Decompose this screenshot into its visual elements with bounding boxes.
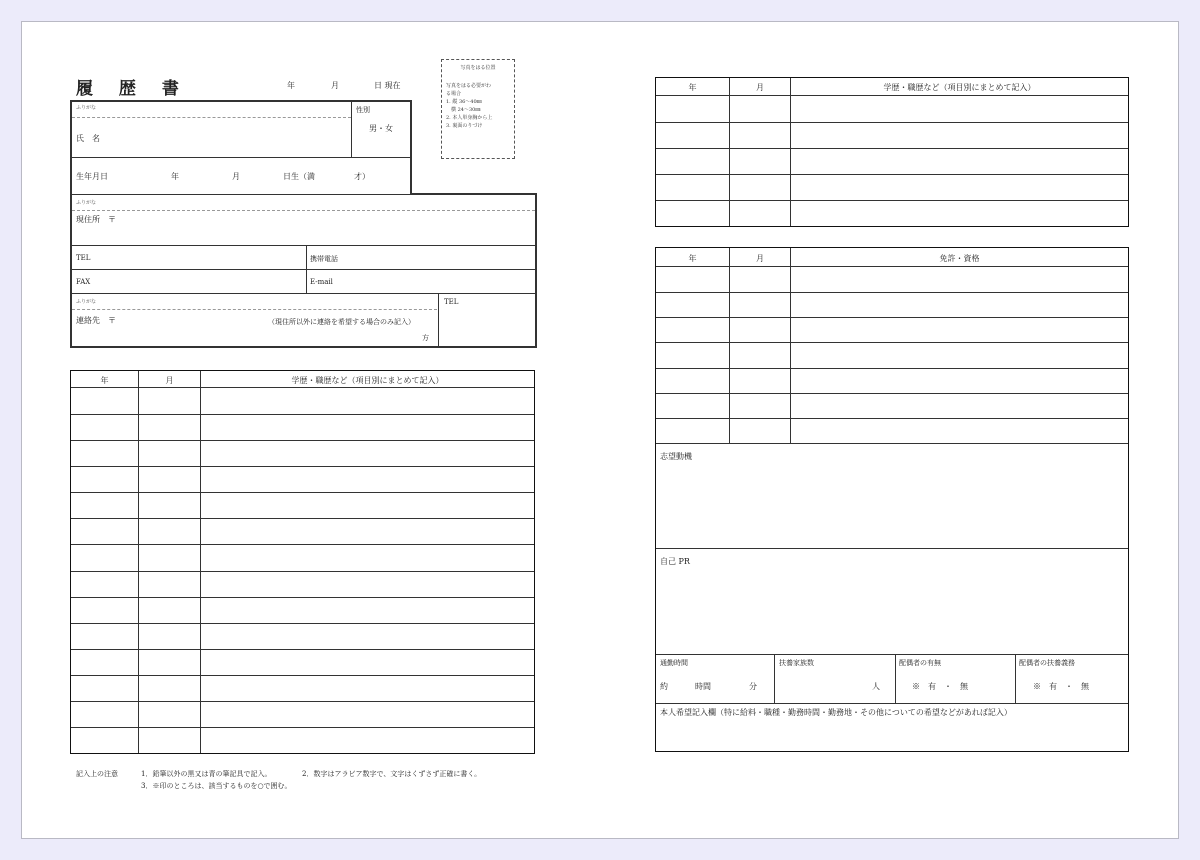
spouse-support-value[interactable]: ※ 有 ・ 無 <box>1033 682 1089 691</box>
table-row[interactable] <box>71 624 534 648</box>
email-field[interactable] <box>350 272 530 291</box>
table-row[interactable] <box>71 467 534 491</box>
table-row[interactable] <box>656 394 1128 417</box>
table-row[interactable] <box>656 318 1128 341</box>
contact-furigana-label: ふりがな <box>76 299 97 305</box>
licenses-col-content: 免許・資格 <box>939 254 980 263</box>
table-row[interactable] <box>71 493 534 517</box>
date-day-label: 日 現在 <box>374 81 401 90</box>
tel-label: TEL <box>76 254 91 262</box>
photo-line: 1. 縦 36～40㎜ <box>446 99 482 105</box>
page-title: 履 歴 書 <box>76 79 189 99</box>
spouse-support-label: 配偶者の扶養義務 <box>1019 659 1075 667</box>
table-row[interactable] <box>71 415 534 439</box>
date-month-label: 月 <box>331 81 339 90</box>
contact-suffix: 方 <box>422 334 429 342</box>
current-address-field[interactable] <box>130 212 530 242</box>
table-row[interactable] <box>656 293 1128 316</box>
date-year-label: 年 <box>287 81 295 90</box>
dependents-label: 扶養家族数 <box>779 659 814 667</box>
fax-label: FAX <box>76 278 91 286</box>
photo-line: 2. 本人単身胸から上 <box>446 115 493 121</box>
self-pr-label: 自己 PR <box>660 557 690 566</box>
licenses-col-month: 月 <box>756 254 764 263</box>
table-row[interactable] <box>656 343 1128 366</box>
spouse-value[interactable]: ※ 有 ・ 無 <box>912 682 968 691</box>
table-row[interactable] <box>656 419 1128 442</box>
history-right-col-content: 学歴・職歴など（項目別にまとめて記入） <box>883 83 1036 92</box>
self-pr-field[interactable] <box>660 569 1124 649</box>
photo-title: 写真をはる位置 <box>460 65 496 71</box>
table-row[interactable] <box>656 123 1128 147</box>
name-field[interactable] <box>100 120 345 154</box>
dependents-unit: 人 <box>872 682 880 691</box>
spouse-label: 配偶者の有無 <box>899 659 941 667</box>
birth-age-label: 才） <box>354 172 370 181</box>
mobile-field[interactable] <box>350 248 530 267</box>
notes-label: 記入上の注意 <box>76 770 118 778</box>
table-row[interactable] <box>656 201 1128 225</box>
commute-minutes: 分 <box>749 682 757 691</box>
contact-tel-label: TEL <box>444 298 459 306</box>
gender-value[interactable]: 男・女 <box>369 124 393 133</box>
table-row[interactable] <box>71 598 534 622</box>
current-address-label: 現住所 〒 <box>76 215 116 224</box>
address-furigana-label: ふりがな <box>76 200 97 206</box>
licenses-col-year: 年 <box>688 254 697 263</box>
commute-hours: 時間 <box>695 682 711 691</box>
history-right-col-year: 年 <box>688 83 697 92</box>
birth-year-label: 年 <box>171 172 179 181</box>
photo-line: 3. 裏面のりづけ <box>446 123 483 129</box>
table-row[interactable] <box>71 728 534 752</box>
table-row[interactable] <box>71 519 534 543</box>
history-left-col-year: 年 <box>100 376 109 385</box>
request-label: 本人希望記入欄（特に給料・職種・勤務時間・勤務地・その他についての希望などがあれば記入） <box>660 708 1012 717</box>
name-furigana-label: ふりがな <box>76 105 97 111</box>
note-3: 3．※印のところは、該当するものを○で囲む。 <box>141 782 292 790</box>
note-1: 1．鉛筆以外の黒又は青の筆記具で記入。 <box>141 770 272 778</box>
request-field[interactable] <box>660 720 1124 748</box>
note-2: 2．数字はアラビア数字で、文字はくずさず正確に書く。 <box>302 770 482 778</box>
fax-field[interactable] <box>110 272 300 291</box>
name-label: 氏 名 <box>76 134 100 143</box>
photo-line: 横 24～30㎜ <box>446 107 481 113</box>
table-row[interactable] <box>656 175 1128 199</box>
table-row[interactable] <box>71 389 534 413</box>
table-row[interactable] <box>71 441 534 465</box>
motivation-label: 志望動機 <box>660 452 692 461</box>
photo-line: 写真をはる必要がわ <box>446 83 492 89</box>
table-row[interactable] <box>71 572 534 596</box>
commute-label: 通勤時間 <box>660 659 688 667</box>
motivation-field[interactable] <box>660 464 1124 544</box>
table-row[interactable] <box>71 702 534 726</box>
table-row[interactable] <box>71 545 534 569</box>
history-left-col-month: 月 <box>165 376 174 385</box>
gender-label: 性別 <box>356 106 370 114</box>
contact-address-label: 連絡先 〒 <box>76 316 116 325</box>
photo-line: る場合 <box>446 91 462 97</box>
birth-label: 生年月日 <box>76 172 108 181</box>
tel-field[interactable] <box>110 248 300 267</box>
email-label: E-mail <box>310 278 333 286</box>
photo-placeholder <box>441 59 515 159</box>
history-left-col-content: 学歴・職歴など（項目別にまとめて記入） <box>291 376 444 385</box>
history-right-col-month: 月 <box>756 83 764 92</box>
birth-month-label: 月 <box>232 172 240 181</box>
table-row[interactable] <box>656 369 1128 392</box>
table-row[interactable] <box>656 149 1128 173</box>
table-row[interactable] <box>71 676 534 700</box>
contact-note: （現住所以外に連絡を希望する場合のみ記入） <box>268 318 415 326</box>
mobile-label: 携帯電話 <box>310 255 338 263</box>
birth-day-label: 日生（満 <box>283 172 315 181</box>
commute-prefix: 約 <box>660 682 668 691</box>
table-row[interactable] <box>656 268 1128 291</box>
table-row[interactable] <box>656 97 1128 121</box>
table-row[interactable] <box>71 650 534 674</box>
